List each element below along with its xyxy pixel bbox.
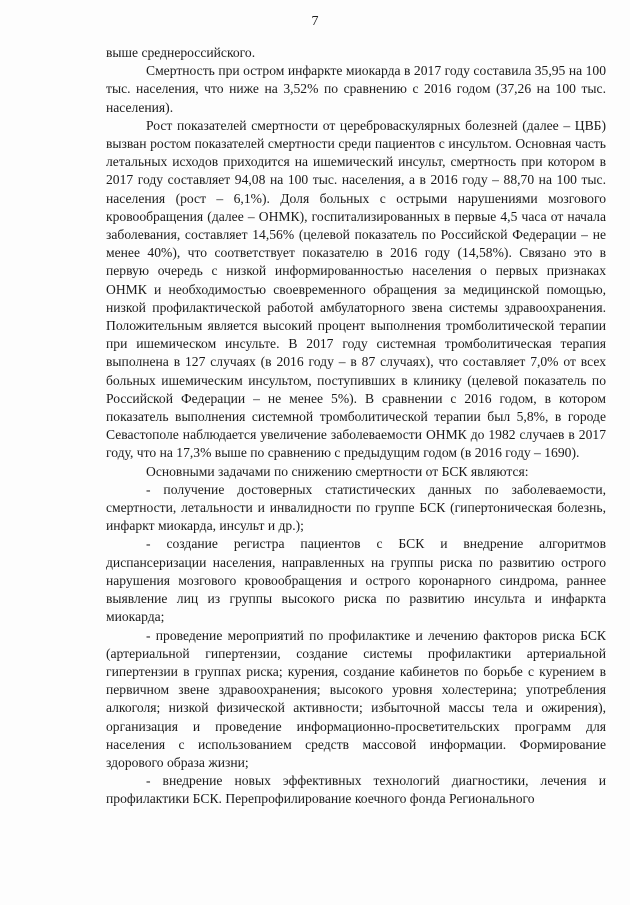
paragraph: Смертность при остром инфаркте миокарда в 2017 году составила 35,95 на 100 тыс. населения, что ниже на 3,52% по сравнению с 2016 годом (37,26 на 100 тыс. населения). (106, 63, 606, 115)
document-body (106, 44, 606, 809)
list-item: - получение достоверных статистических данных по заболеваемости, смертности, летальности и инвалидности по группе БСК (гипертоническая болезнь, инфаркт миокарда, инсульт и др.); (106, 481, 606, 534)
paragraph: Рост показателей смертности от цереброваскулярных болезней (далее – ЦВБ) вызван ростом показателей смертности среди пациентов с инсультом. Основная часть летальных исходов приходится на ишемический инсульт, смертность при котором в 2017 году составляет 94,08 на 100 тыс. населения, а в 2016 году – 88,70 на 100 тыс. населения (рост – 6,1%). Доля больных с острыми нарушениями мозгового кровообращения (далее – ОНМК), госпитализированных в первые 4,5 часа от начала заболевания, составляет 14,56% (целевой показатель по Российской Федерации – не менее 40%), что соответствует показателю в 2016 году (14,58%). Связано это в первую очередь с низкой информированностью населения о первых признаках ОНМК и необходимостью своевременного обращения за медицинской помощью, низкой профилактической работой амбулаторного звена системы здравоохранения. Положительным является высокий процент выполнения тромболитической терапии при ишемическом инсульте. В 2017 году системная тромболитическая терапия выполнена в 127 случаях (в 2016 году – в 87 случаях), что составляет 7,0% от всех больных ишемическим инсультом, поступивших в клинику (целевой показатель по Российской Федерации – не менее 5%). В сравнении с 2016 годом, в котором показатель выполнения системной тромболитической терапии был 5,8%, в городе Севастополе наблюдается увеличение заболеваемости ОНМК до 1982 случаев в 2017 году, что на 17,3% выше по сравнению с предыдущим годом (в 2016 году – 1690). (106, 117, 606, 461)
paragraph: выше среднероссийского. (106, 45, 256, 60)
list-item: - создание регистра пациентов с БСК и внедрение алгоритмов диспансеризации населения, направленных на группы риска по развитию острого нарушения мозгового кровообращения и острого коронарного синдрома, раннее выявление лиц из группы высокого риска по развитию инсульта и инфаркта миокарда; (106, 536, 606, 625)
list-item: - проведение мероприятий по профилактике и лечению факторов риска БСК (артериальной гипертензии, создание системы профилактики артериальной гипертензии в группах риска; курения, создание кабинетов по борьбе с курением в первичном звене здравоохранения; высокого уровня холестерина; употребления алкоголя; низкой физической активности; избыточной массы тела и ожирения), организация и проведение информационно-просветительских программ для населения с использованием средств массовой информации. Формирование здорового образа жизни; (106, 627, 606, 770)
page-number: 7 (311, 14, 319, 29)
list-item: - внедрение новых эффективных технологий диагностики, лечения и профилактики БСК. Перепрофилирование коечного фонда Регионального (106, 773, 606, 807)
paragraph: Основными задачами по снижению смертности от БСК являются: (146, 463, 529, 479)
